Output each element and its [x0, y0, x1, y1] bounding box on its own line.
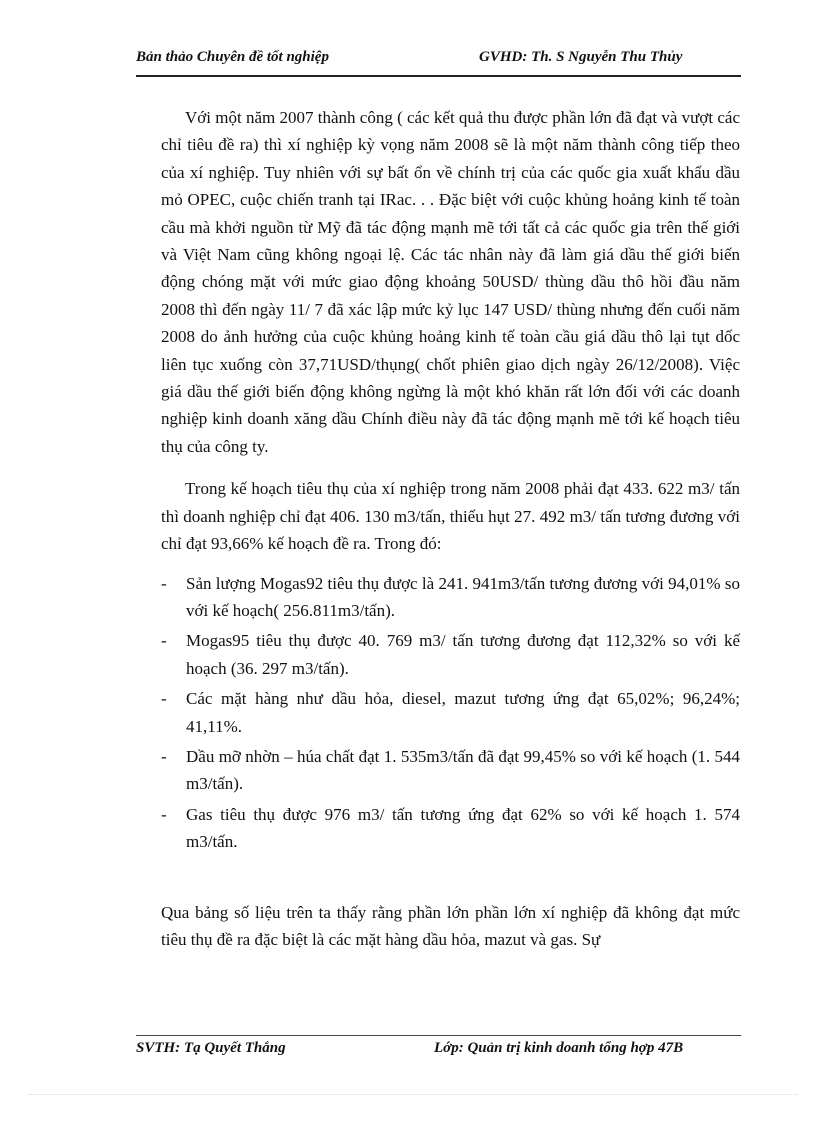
header-document-title: Bản thảo Chuyên đề tốt nghiệp: [136, 49, 329, 65]
list-item-text: Mogas95 tiêu thụ được 40. 769 m3/ tấn tương đương đạt 112,32% so với kế hoạch (36. 297 m3/tấn).: [186, 631, 740, 678]
list-item: [161, 570, 740, 625]
list-item-text: Sản lượng Mogas92 tiêu thụ được là 241. 941m3/tấn tương đương với 94,01% so với kế hoạch( 256.811m3/tấn).: [186, 573, 740, 620]
footer-class: Lớp: Quản trị kinh doanh tổng hợp 47B: [434, 1040, 684, 1056]
bullet-dash: -: [161, 804, 167, 824]
bullet-dash: -: [161, 689, 167, 709]
list-item-text: Các mặt hàng như dầu hỏa, diesel, mazut tương ứng đạt 65,02%; 96,24%; 41,11%.: [186, 689, 740, 736]
list-item: [161, 627, 740, 682]
bullet-dash: -: [161, 631, 167, 651]
list-item-text: Gas tiêu thụ được 976 m3/ tấn tương ứng đạt 62% so với kế hoạch 1. 574 m3/tấn.: [186, 804, 740, 852]
body-paragraph-2: Trong kế hoạch tiêu thụ của xí nghiệp trong năm 2008 phải đạt 433. 622 m3/ tấn thì doanh nghiệp chỉ đạt 406. 130 m3/tấn, thiếu hụt 27. 492 m3/ tấn tương đương với chỉ đạt 93,66% kế hoạch đề ra. Trong đó:: [161, 479, 740, 554]
footer-student: SVTH: Tạ Quyết Thắng: [136, 1040, 286, 1056]
page-header: [136, 47, 741, 77]
header-advisor: GVHD: Th. S Nguyễn Thu Thủy: [479, 49, 683, 65]
page-bottom-border: [28, 1094, 798, 1095]
list-item-text: Dầu mỡ nhờn – húa chất đạt 1. 535m3/tấn đã đạt 99,45% so với kế hoạch (1. 544 m3/tấn).: [186, 746, 740, 794]
list-item: [161, 685, 740, 740]
body-paragraph-3: Qua bảng số liệu trên ta thấy rằng phần lớn phần lớn xí nghiệp đã không đạt mức tiêu thụ đề ra đặc biệt là các mặt hàng dầu hỏa, mazut và gas. Sự: [161, 902, 740, 949]
document-body: [161, 104, 740, 953]
list-item: [161, 743, 740, 798]
consumption-list: [161, 570, 740, 856]
list-item: [161, 801, 740, 856]
bullet-dash: -: [161, 573, 167, 593]
page-footer: [136, 1035, 741, 1060]
body-paragraph-1: Với một năm 2007 thành công ( các kết quả thu được phần lớn đã đạt và vượt các chỉ tiêu đề ra) thì xí nghiệp kỳ vọng năm 2008 sẽ là một năm thành công tiếp theo của xí nghiệp. Tuy nhiên với sự bất ổn về chính trị của các quốc gia xuất khẩu dầu mỏ OPEC, cuộc chiến tranh tại IRac. . . Đặc biệt với cuộc khủng hoảng kinh tế toàn cầu mà khởi nguồn từ Mỹ đã tác động mạnh mẽ tới tất cả các quốc gia trên thế giới và Việt Nam cũng không ngoại lệ. Các tác nhân này đã làm giá dầu thế giới biến động chóng mặt với mức giao động khoảng 50USD/ thùng dầu thô hồi đầu năm 2008 thì đến ngày 11/ 7 đã xác lập mức kỷ lục 147 USD/ thùng nhưng đến cuối năm 2008 do ảnh hưởng của cuộc khủng hoảng kinh tế toàn cầu giá dầu thô lại tụt dốc liên tục xuống còn 37,71USD/thụng( chốt phiên giao dịch ngày 26/12/2008). Việc giá dầu thế giới biến động không ngừng là một khó khăn rất lớn đối với các doanh nghiệp kinh doanh xăng dầu Chính điều này đã tác động mạnh mẽ tới kế hoạch tiêu thụ của công ty.: [161, 108, 740, 456]
bullet-dash: -: [161, 746, 167, 766]
